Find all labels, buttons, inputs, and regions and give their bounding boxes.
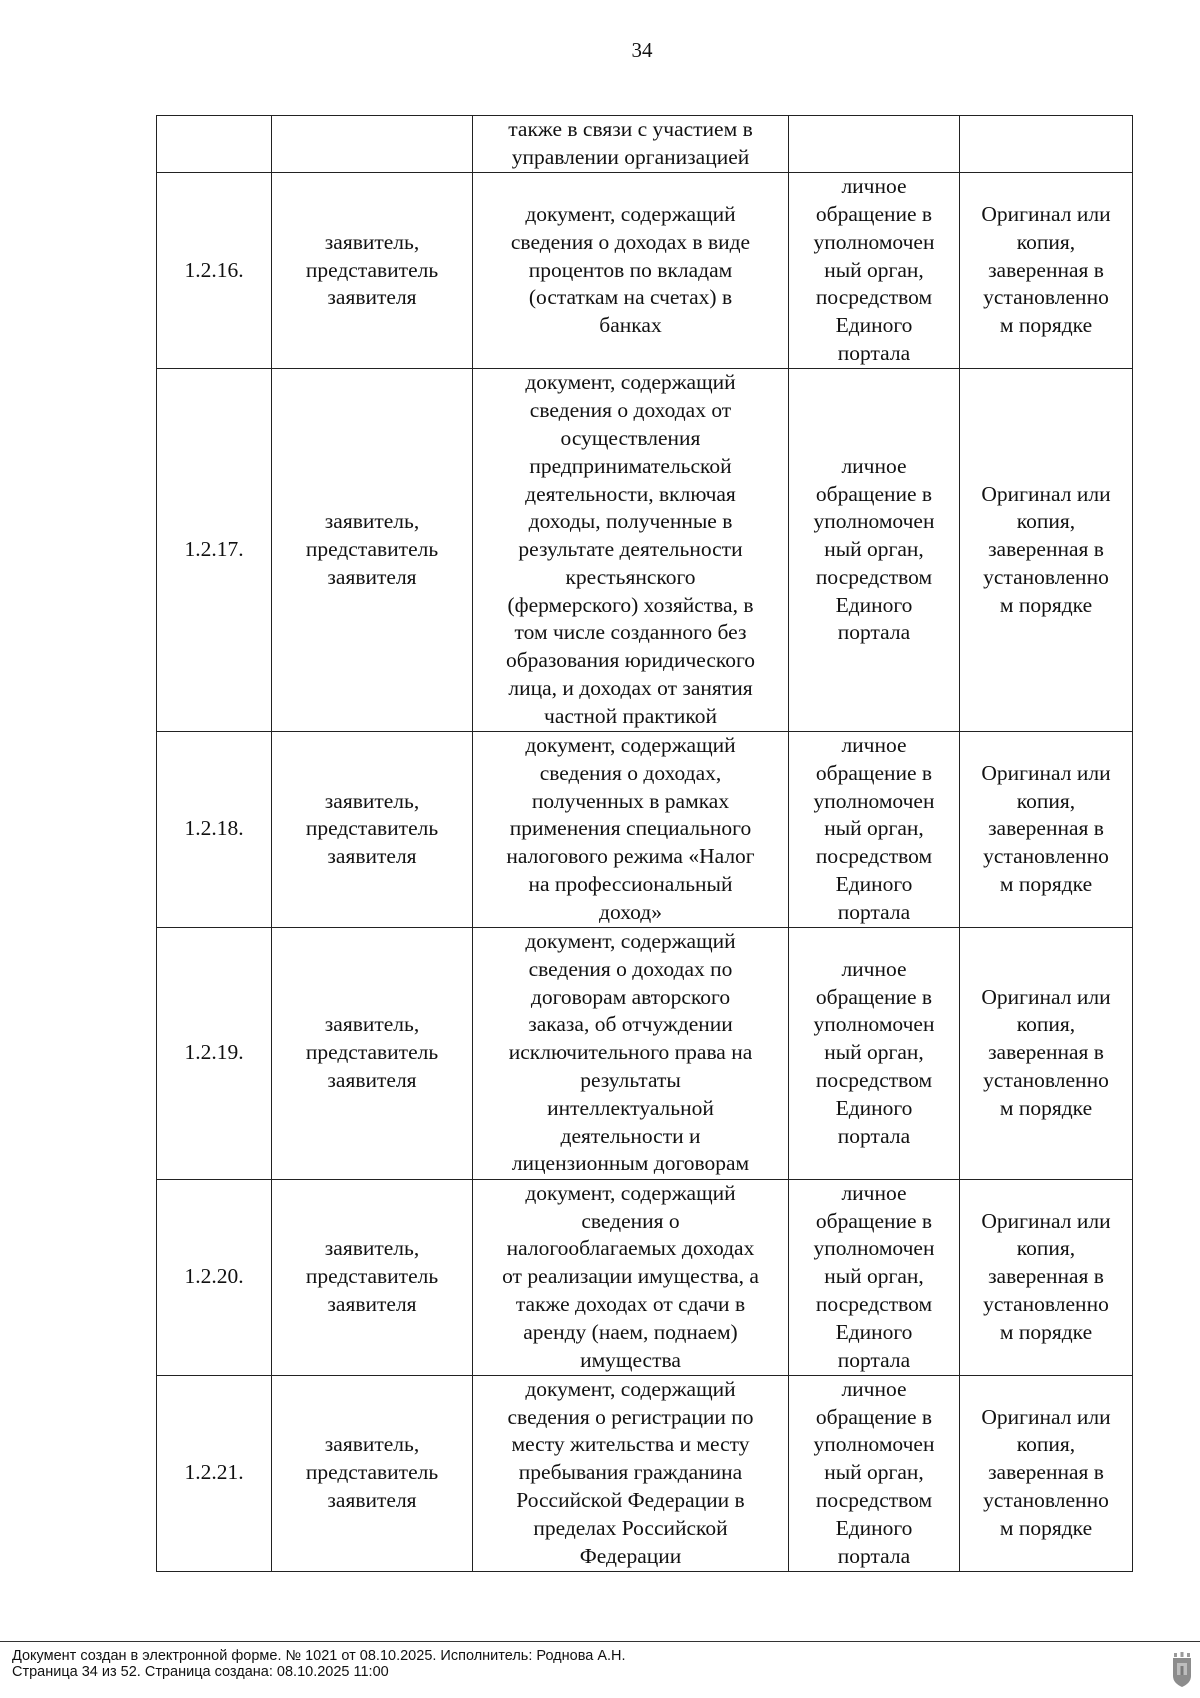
table-row	[157, 1375, 1133, 1571]
footer-divider	[0, 1641, 1200, 1642]
applicant-text: заявитель, представитель заявителя	[305, 1432, 439, 1512]
document-footer	[12, 1648, 626, 1680]
row-number-cell	[157, 927, 272, 1179]
table-row	[157, 1179, 1133, 1375]
row-number-cell	[157, 116, 272, 173]
coat-of-arms-icon	[1171, 1652, 1193, 1688]
row-number-cell	[157, 369, 272, 732]
document-text: документ, содержащий сведения о налогооблагаемых доходах от реализации имущества, а также доходах от сдачи в аренду (наем, поднаем) имущества	[502, 1180, 759, 1372]
document-cell	[473, 1179, 789, 1375]
row-number-cell	[157, 173, 272, 369]
document-cell	[473, 116, 789, 173]
row-number: 1.2.21.	[184, 1460, 244, 1485]
table-row	[157, 927, 1133, 1179]
page-number: 34	[631, 38, 653, 62]
document-cell	[473, 369, 789, 732]
submission-cell	[789, 369, 960, 732]
submission-cell	[789, 1375, 960, 1571]
table-row	[157, 732, 1133, 928]
footer-line-2: Страница 34 из 52. Страница создана: 08.10.2025 11:00	[12, 1664, 389, 1680]
applicant-cell	[272, 927, 473, 1179]
applicant-text: заявитель, представитель заявителя	[305, 1236, 439, 1316]
form-text: Оригинал или копия, заверенная в установленно м порядке	[981, 202, 1111, 338]
row-number: 1.2.20.	[184, 1264, 244, 1289]
submission-cell	[789, 1179, 960, 1375]
documents-table	[156, 115, 1133, 1572]
form-cell	[960, 732, 1133, 928]
submission-cell	[789, 173, 960, 369]
document-text: документ, содержащий сведения о доходах по договорам авторского заказа, об отчуждении исключительного права на результаты интеллектуальной деятельности и лицензионным договорам	[508, 928, 753, 1176]
applicant-text: заявитель, представитель заявителя	[305, 788, 439, 869]
applicant-text: заявитель, представитель заявителя	[305, 229, 439, 310]
form-cell	[960, 927, 1133, 1179]
row-number-cell	[157, 732, 272, 928]
applicant-cell	[272, 173, 473, 369]
form-cell	[960, 116, 1133, 173]
submission-cell	[789, 732, 960, 928]
table-row	[157, 116, 1133, 173]
form-cell	[960, 173, 1133, 369]
document-cell	[473, 732, 789, 928]
row-number-cell	[157, 1375, 272, 1571]
table-row	[157, 173, 1133, 369]
row-number: 1.2.17.	[184, 537, 244, 562]
form-text: Оригинал или копия, заверенная в установленно м порядке	[981, 984, 1111, 1120]
form-cell	[960, 1375, 1133, 1571]
document-text: также в связи с участием в управлении организацией	[508, 117, 753, 169]
submission-text: личное обращение в уполномочен ный орган, посредством Единого портала	[813, 956, 935, 1148]
row-number: 1.2.18.	[184, 816, 244, 841]
row-number: 1.2.19.	[184, 1040, 244, 1065]
document-cell	[473, 927, 789, 1179]
applicant-cell	[272, 1375, 473, 1571]
form-text: Оригинал или копия, заверенная в установленно м порядке	[981, 481, 1111, 617]
document-text: документ, содержащий сведения о доходах от осуществления предпринимательской деятельности, включая доходы, полученные в результате деятельности крестьянского (фермерского) хозяйства, в том числе созданного без образования юридического лица, и доходах от занятия частной практикой	[505, 370, 756, 728]
document-text: документ, содержащий сведения о регистрации по месту жительства и месту пребывания гражданина Российской Федерации в пределах Российской Федерации	[507, 1376, 754, 1568]
applicant-cell	[272, 1179, 473, 1375]
submission-text: личное обращение в уполномочен ный орган, посредством Единого портала	[813, 733, 935, 924]
document-text: документ, содержащий сведения о доходах в виде процентов по вкладам (остаткам на счетах) в банках	[510, 202, 751, 338]
form-text: Оригинал или копия, заверенная в установленно м порядке	[981, 1208, 1111, 1344]
row-number: 1.2.16.	[184, 257, 244, 282]
document-cell	[473, 1375, 789, 1571]
submission-text: личное обращение в уполномочен ный орган, посредством Единого портала	[813, 453, 935, 645]
document-cell	[473, 173, 789, 369]
form-cell	[960, 1179, 1133, 1375]
form-cell	[960, 369, 1133, 732]
submission-text: личное обращение в уполномочен ный орган, посредством Единого портала	[813, 1376, 935, 1568]
footer-line-1: Документ создан в электронной форме. № 1021 от 08.10.2025. Исполнитель: Роднова А.Н.	[12, 1648, 626, 1664]
row-number-cell	[157, 1179, 272, 1375]
applicant-cell	[272, 116, 473, 173]
applicant-text: заявитель, представитель заявителя	[305, 509, 439, 589]
form-text: Оригинал или копия, заверенная в установленно м порядке	[981, 760, 1111, 896]
submission-text: личное обращение в уполномочен ный орган, посредством Единого портала	[813, 1180, 935, 1372]
document-text: документ, содержащий сведения о доходах, полученных в рамках применения специального налогового режима «Налог на профессиональный доход»	[506, 733, 755, 924]
form-text: Оригинал или копия, заверенная в установленно м порядке	[981, 1404, 1111, 1540]
applicant-text: заявитель, представитель заявителя	[305, 1012, 439, 1092]
submission-cell	[789, 927, 960, 1179]
submission-text: личное обращение в уполномочен ный орган, посредством Единого портала	[813, 174, 935, 365]
table-row	[157, 369, 1133, 732]
applicant-cell	[272, 369, 473, 732]
submission-cell	[789, 116, 960, 173]
applicant-cell	[272, 732, 473, 928]
